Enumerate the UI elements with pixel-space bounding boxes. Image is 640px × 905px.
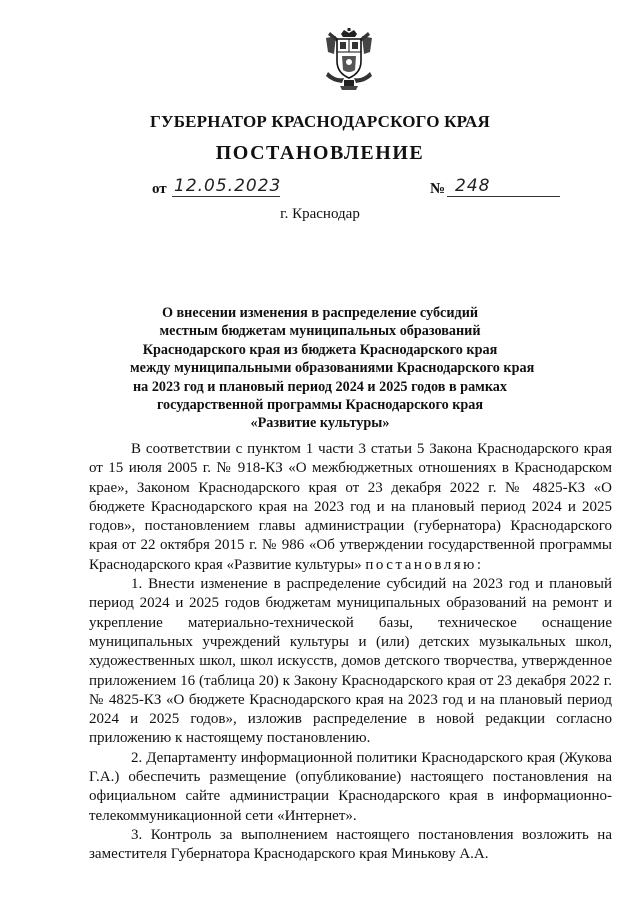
preamble-text: В соответствии с пунктом 1 части 3 статьи 5 Закона Краснодарского края от 15 июля 2005 г. № 918-КЗ «О межбюджетных отношениях в Краснодарском крае», Законом Краснодарского края от 23 декабря 2022 г. № 4825-КЗ «О бюджете Краснодарского края на 2023 год и на плановый период 2024 и 2025 годов», постановлением главы администрации (губернатора) Краснодарского края от 22 октября 2015 г. № 986 «Об утверждении государственной программы Краснодарского края «Развитие культуры» (89, 441, 612, 573)
handwritten-date: 12.05.2023 (174, 176, 282, 196)
decree-word: постановляю: (365, 556, 484, 573)
title-line: государственной программы Краснодарского края (156, 397, 484, 414)
handwritten-number: 248 (447, 176, 560, 197)
title-line: на 2023 год и плановый период 2024 и 2025 годов в рамках (133, 378, 507, 395)
title-line: «Развитие культуры» (250, 415, 390, 432)
title-line: О внесении изменения в распределение субсидий (161, 305, 479, 321)
number-prefix: № (430, 181, 446, 197)
krasnodar-coat-of-arms-icon (322, 28, 376, 90)
date-prefix: от (152, 181, 167, 197)
city-label: г. Краснодар (280, 206, 360, 222)
document-title (130, 304, 535, 433)
item-2-paragraph: 2. Департаменту информационной политики Краснодарского края (Жукова Г.А.) обеспечить размещение (опубликование) настоящего постановления на официальном сайте администрации Краснодарского края в информационно-телекоммуникационной сети «Интернет». (89, 749, 612, 824)
title-line: Краснодарского края из бюджета Краснодарского края (142, 341, 498, 358)
title-line: между муниципальными образованиями Краснодарского края (130, 360, 535, 377)
title-line: местным бюджетам муниципальных образований (159, 323, 481, 340)
item-1-paragraph: 1. Внести изменение в распределение субсидий на 2023 год и плановый период 2024 и 2025 годов бюджетам муниципальных образований на ремонт и укрепление материально-технической базы, техническое оснащение муниципальных учреждений культуры и (или) детских музыкальных школ, художественных школ, школ искусств, домов детского творчества, утвержденное приложением 16 (таблица 20) к Закону Краснодарского края от 23 декабря 2022 г. № 4825-КЗ «О бюджете Краснодарского края на 2023 год и на плановый период 2024 и 2025 годов», изложив распределение в новой редакции согласно приложению к настоящему постановлению. (89, 576, 612, 747)
date-number-row (0, 178, 640, 202)
document-type-heading: ПОСТАНОВЛЕНИЕ (215, 142, 425, 164)
item-3-paragraph: 3. Контроль за выполнением настоящего постановления возложить на заместителя Губернатора Краснодарского края Минькову А.А. (89, 826, 612, 863)
issuer-heading: ГУБЕРНАТОР КРАСНОДАРСКОГО КРАЯ (150, 112, 490, 131)
document-body (89, 440, 612, 865)
preamble-paragraph (89, 440, 612, 575)
